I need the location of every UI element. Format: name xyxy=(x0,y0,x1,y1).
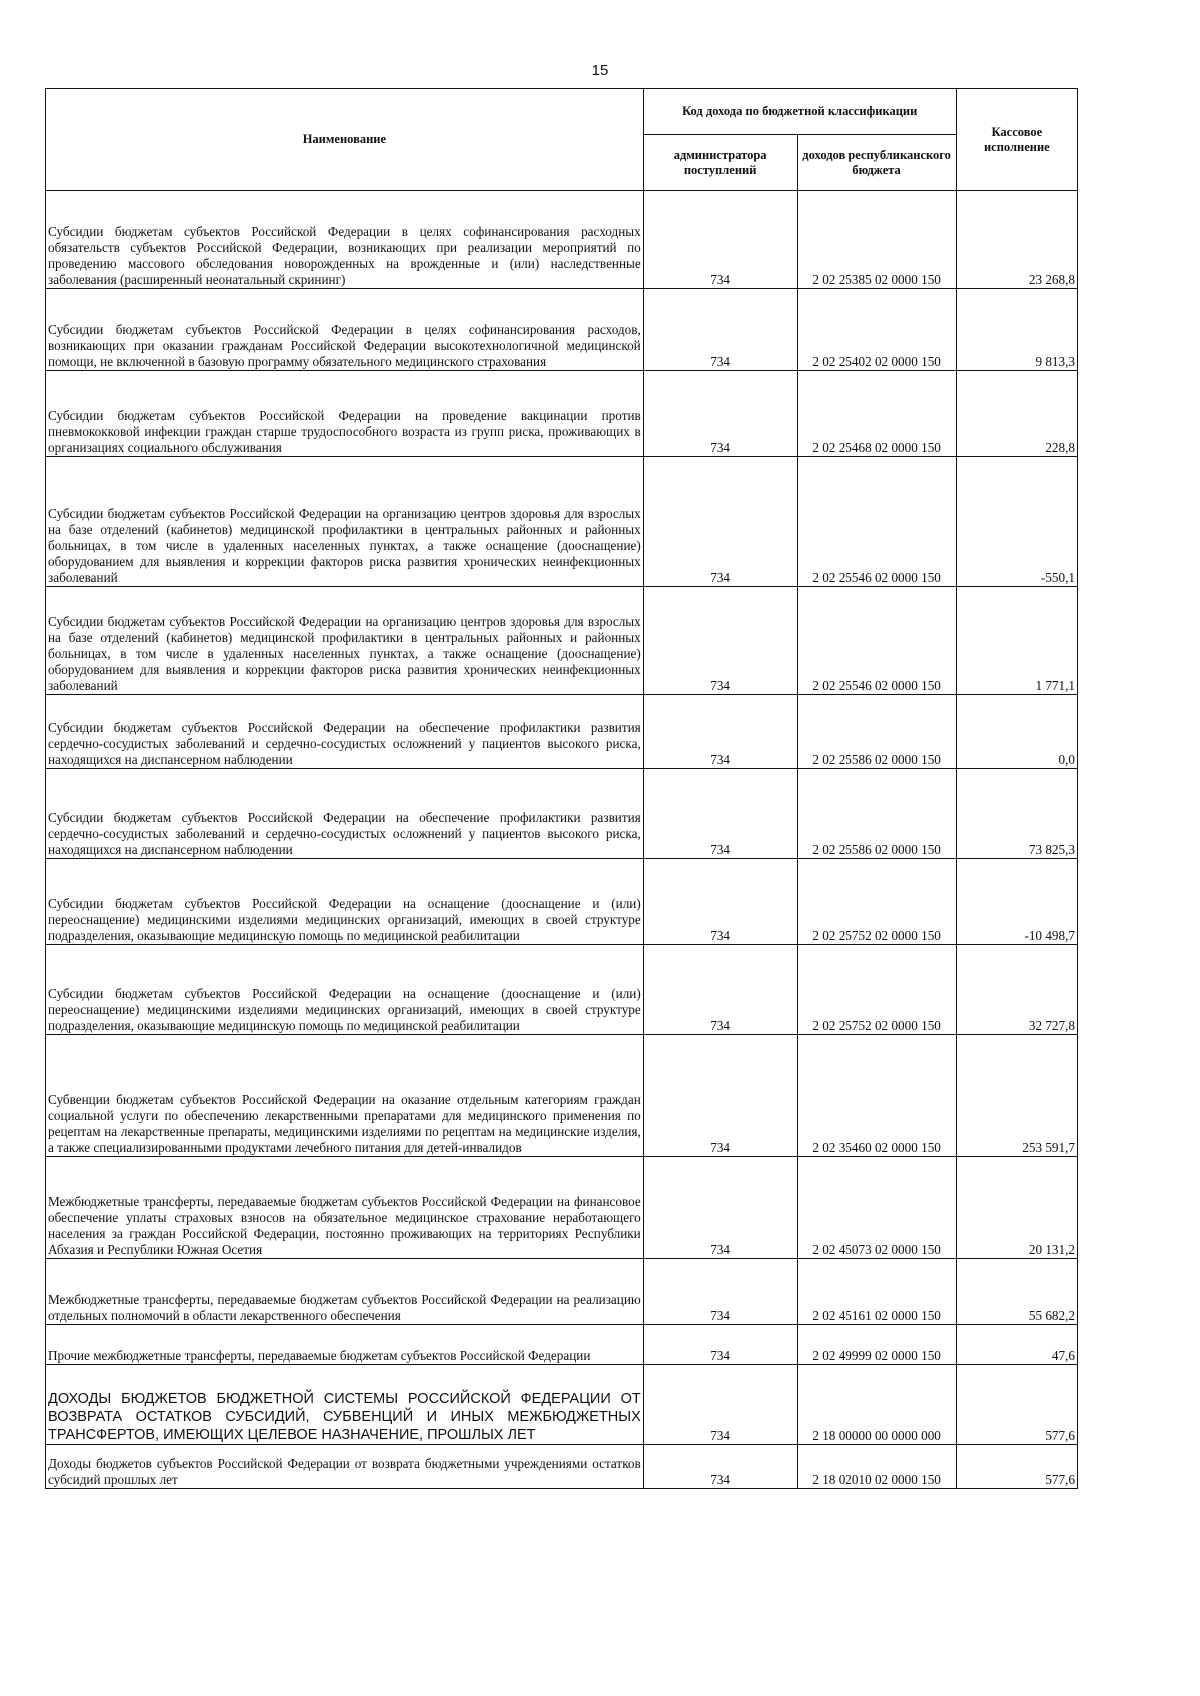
row-income-code: 2 02 49999 02 0000 150 xyxy=(797,1325,956,1365)
row-admin-code: 734 xyxy=(643,457,797,587)
row-amount: 47,6 xyxy=(956,1325,1077,1365)
table-row xyxy=(46,289,1078,371)
row-amount: -10 498,7 xyxy=(956,859,1077,945)
row-name: Субсидии бюджетам субъектов Российской Федерации на обеспечение профилактики развития сердечно-сосудистых заболеваний и сердечно-сосудистых осложнений у пациентов высокого риска, находящихся на диспансерном наблюдении xyxy=(46,695,644,769)
row-admin-code: 734 xyxy=(643,1259,797,1325)
row-name: Доходы бюджетов субъектов Российской Федерации от возврата бюджетными учреждениями остатков субсидий прошлых лет xyxy=(46,1445,644,1489)
header-name: Наименование xyxy=(46,89,644,191)
table-row xyxy=(46,1445,1078,1489)
row-name: Прочие межбюджетные трансферты, передаваемые бюджетам субъектов Российской Федерации xyxy=(46,1325,644,1365)
row-income-code: 2 18 02010 02 0000 150 xyxy=(797,1445,956,1489)
row-admin-code: 734 xyxy=(643,1365,797,1445)
row-income-code: 2 02 35460 02 0000 150 xyxy=(797,1035,956,1157)
row-admin-code: 734 xyxy=(643,289,797,371)
row-name: Субсидии бюджетам субъектов Российской Федерации на проведение вакцинации против пневмококковой инфекции граждан старше трудоспособного возраста из групп риска, проживающих в организациях социального обслуживания xyxy=(46,371,644,457)
row-income-code: 2 02 25402 02 0000 150 xyxy=(797,289,956,371)
row-income-code: 2 02 25385 02 0000 150 xyxy=(797,191,956,289)
row-name: Субсидии бюджетам субъектов Российской Федерации в целях софинансирования расходов, возникающих при оказании гражданам Российской Федерации высокотехнологичной медицинской помощи, не включенной в базовую программу обязательного медицинского страхования xyxy=(46,289,644,371)
row-name: Субсидии бюджетам субъектов Российской Федерации на организацию центров здоровья для взрослых на базе отделений (кабинетов) медицинской профилактики в центральных районных и районных больницах, в том числе в удаленных населенных пунктах, а также оснащение (дооснащение) оборудованием для выявления и коррекции факторов риска развития хронических неинфекционных заболеваний xyxy=(46,457,644,587)
table-row xyxy=(46,457,1078,587)
table-row xyxy=(46,859,1078,945)
table-row xyxy=(46,371,1078,457)
row-income-code: 2 02 45073 02 0000 150 xyxy=(797,1157,956,1259)
table-row xyxy=(46,769,1078,859)
row-admin-code: 734 xyxy=(643,191,797,289)
table-row xyxy=(46,1325,1078,1365)
row-amount: 577,6 xyxy=(956,1365,1077,1445)
row-name: Межбюджетные трансферты, передаваемые бюджетам субъектов Российской Федерации на реализацию отдельных полномочий в области лекарственного обеспечения xyxy=(46,1259,644,1325)
table-row xyxy=(46,695,1078,769)
row-name: Субсидии бюджетам субъектов Российской Федерации на оснащение (дооснащение и (или) переоснащение) медицинскими изделиями медицинских организаций, имеющих в своей структуре подразделения, оказывающие медицинскую помощь по медицинской реабилитации xyxy=(46,859,644,945)
row-amount: 23 268,8 xyxy=(956,191,1077,289)
row-admin-code: 734 xyxy=(643,945,797,1035)
table-row xyxy=(46,945,1078,1035)
table-row xyxy=(46,1259,1078,1325)
row-amount: 73 825,3 xyxy=(956,769,1077,859)
row-income-code: 2 02 25468 02 0000 150 xyxy=(797,371,956,457)
page-number: 15 xyxy=(591,62,609,79)
budget-table xyxy=(45,88,1078,1489)
table-row xyxy=(46,191,1078,289)
row-amount: 0,0 xyxy=(956,695,1077,769)
row-admin-code: 734 xyxy=(643,587,797,695)
row-income-code: 2 18 00000 00 0000 000 xyxy=(797,1365,956,1445)
table-row xyxy=(46,1365,1078,1445)
row-name: Субсидии бюджетам субъектов Российской Федерации на оснащение (дооснащение и (или) переоснащение) медицинскими изделиями медицинских организаций, имеющих в своей структуре подразделения, оказывающие медицинскую помощь по медицинской реабилитации xyxy=(46,945,644,1035)
table-row xyxy=(46,587,1078,695)
row-income-code: 2 02 45161 02 0000 150 xyxy=(797,1259,956,1325)
row-amount: 55 682,2 xyxy=(956,1259,1077,1325)
header-admin: администратора поступлений xyxy=(643,135,797,191)
row-income-code: 2 02 25586 02 0000 150 xyxy=(797,769,956,859)
row-income-code: 2 02 25752 02 0000 150 xyxy=(797,859,956,945)
row-admin-code: 734 xyxy=(643,1325,797,1365)
row-admin-code: 734 xyxy=(643,371,797,457)
row-income-code: 2 02 25752 02 0000 150 xyxy=(797,945,956,1035)
row-name: Субсидии бюджетам субъектов Российской Федерации на обеспечение профилактики развития сердечно-сосудистых заболеваний и сердечно-сосудистых осложнений у пациентов высокого риска, находящихся на диспансерном наблюдении xyxy=(46,769,644,859)
row-amount: 32 727,8 xyxy=(956,945,1077,1035)
row-admin-code: 734 xyxy=(643,1157,797,1259)
row-admin-code: 734 xyxy=(643,695,797,769)
row-amount: 228,8 xyxy=(956,371,1077,457)
row-name: Межбюджетные трансферты, передаваемые бюджетам субъектов Российской Федерации на финансовое обеспечение уплаты страховых взносов на обязательное медицинское страхование неработающего населения за граждан Российской Федерации, постоянно проживающих на территориях Республики Абхазия и Республики Южная Осетия xyxy=(46,1157,644,1259)
row-amount: -550,1 xyxy=(956,457,1077,587)
row-income-code: 2 02 25546 02 0000 150 xyxy=(797,587,956,695)
row-income-code: 2 02 25586 02 0000 150 xyxy=(797,695,956,769)
row-name: Субсидии бюджетам субъектов Российской Федерации на организацию центров здоровья для взрослых на базе отделений (кабинетов) медицинской профилактики в центральных районных и районных больницах, в том числе в удаленных населенных пунктах, а также оснащение (дооснащение) оборудованием для выявления и коррекции факторов риска развития хронических неинфекционных заболеваний xyxy=(46,587,644,695)
row-amount: 9 813,3 xyxy=(956,289,1077,371)
row-admin-code: 734 xyxy=(643,859,797,945)
row-income-code: 2 02 25546 02 0000 150 xyxy=(797,457,956,587)
row-amount: 577,6 xyxy=(956,1445,1077,1489)
table-row xyxy=(46,1035,1078,1157)
row-amount: 1 771,1 xyxy=(956,587,1077,695)
table-row xyxy=(46,1157,1078,1259)
row-admin-code: 734 xyxy=(643,1035,797,1157)
row-name: ДОХОДЫ БЮДЖЕТОВ БЮДЖЕТНОЙ СИСТЕМЫ РОССИЙСКОЙ ФЕДЕРАЦИИ ОТ ВОЗВРАТА ОСТАТКОВ СУБСИДИЙ, СУБВЕНЦИЙ И ИНЫХ МЕЖБЮДЖЕТНЫХ ТРАНСФЕРТОВ, ИМЕЮЩИХ ЦЕЛЕВОЕ НАЗНАЧЕНИЕ, ПРОШЛЫХ ЛЕТ xyxy=(46,1365,644,1445)
header-income: доходов республиканского бюджета xyxy=(797,135,956,191)
row-admin-code: 734 xyxy=(643,1445,797,1489)
row-name: Субвенции бюджетам субъектов Российской Федерации на оказание отдельным категориям граждан социальной услуги по обеспечению лекарственными препаратами для медицинского применения по рецептам на лекарственные препараты, медицинскими изделиями по рецептам на медицинские изделия, а также специализированными продуктами лечебного питания для детей-инвалидов xyxy=(46,1035,644,1157)
row-amount: 20 131,2 xyxy=(956,1157,1077,1259)
row-amount: 253 591,7 xyxy=(956,1035,1077,1157)
header-code-group: Код дохода по бюджетной классификации xyxy=(643,89,956,135)
row-name: Субсидии бюджетам субъектов Российской Федерации в целях софинансирования расходных обязательств субъектов Российской Федерации, возникающих при реализации мероприятий по проведению массового обследования новорожденных на врожденные и (или) наследственные заболевания (расширенный неонатальный скрининг) xyxy=(46,191,644,289)
header-execution: Кассовое исполнение xyxy=(956,89,1077,191)
row-admin-code: 734 xyxy=(643,769,797,859)
